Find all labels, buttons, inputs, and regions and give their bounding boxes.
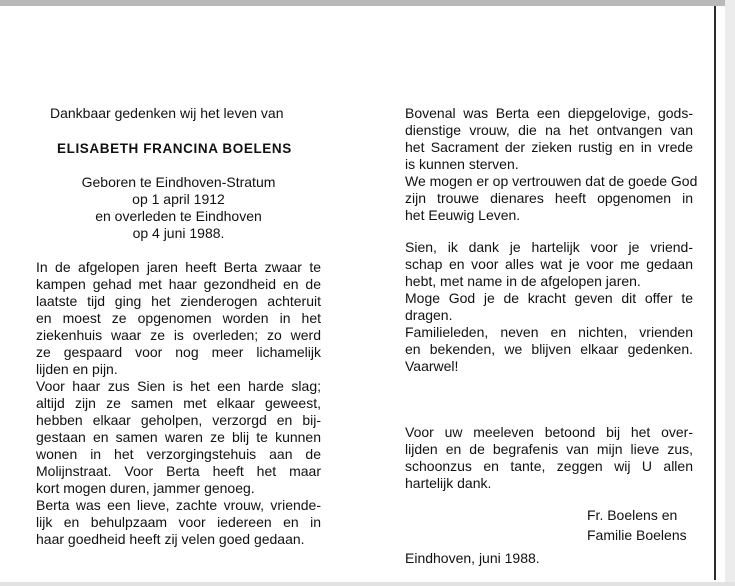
text-line: ziekenhuis waar ze is overleden; zo werd <box>36 327 321 343</box>
text-line: kort mogen duren, jammer genoeg. <box>36 480 255 496</box>
text-line: zijn trouwe dienares heeft opgenomen in <box>405 190 693 206</box>
text-line: Vaarwel! <box>405 358 459 374</box>
text-line: schap en voor alles wat je voor me gedaan <box>405 256 693 272</box>
text-line: het Eeuwig Leven. <box>405 207 521 223</box>
memorial-card <box>16 6 716 580</box>
signature <box>405 505 693 545</box>
text-line: het Sacrament der zieken rustig en in vrede <box>405 139 693 155</box>
text-line: ze gespaard voor nog meer lichamelijk <box>36 344 321 360</box>
text-line: Bovenal was Berta een diepgelovige, gods- <box>405 105 693 121</box>
text-line: lijk en behulpzaam voor iedereen en in <box>36 514 321 530</box>
text-line: We mogen er op vertrouwen dat de goede God <box>405 173 698 189</box>
deceased-name: ELISABETH FRANCINA BOELENS <box>57 141 292 156</box>
text-line: altijd zijn ze samen met elkaar geweest, <box>36 395 321 411</box>
text-line: hebt, met name in de afgelopen jaren. <box>405 273 641 289</box>
text-line: Molijnstraat. Voor Berta heeft het maar <box>36 463 321 479</box>
text-line: Familieleden, neven en nichten, vrienden <box>405 324 693 340</box>
paragraph-sister <box>36 378 321 497</box>
text-line: Sien, ik dank je hartelijk voor je vriend- <box>405 239 693 255</box>
text-line: kampen gehad met haar gezondheid en de <box>36 276 321 292</box>
text-line: dienstige vrouw, die na het ontvangen van <box>405 122 693 138</box>
paragraph-strength <box>405 290 693 324</box>
text-line: hebben elkaar geholpen, verzorgd en bij- <box>36 412 321 428</box>
text-line: haar goedheid heeft zij velen goed gedaan. <box>36 531 305 547</box>
birth-line: Geboren te Eindhoven-Stratum <box>81 174 276 190</box>
birth-line: en overleden te Eindhoven <box>95 208 262 224</box>
text-line: dragen. <box>405 307 453 323</box>
text-line: lijden en pijn. <box>36 361 118 377</box>
paragraph-acknowledgement <box>405 424 693 492</box>
paragraph-faith <box>405 105 693 173</box>
text-line: schoonzus en tante, zeggen wij U allen <box>405 458 693 474</box>
text-line: lijden en de begrafenis van mijn lieve zus, <box>405 441 693 457</box>
text-line: Berta was een lieve, zachte vrouw, vriende- <box>36 497 321 513</box>
left-column <box>36 105 321 548</box>
birth-line: op 4 juni 1988. <box>132 225 225 241</box>
paragraph-character <box>36 497 321 548</box>
birth-line: op 1 april 1912 <box>132 191 225 207</box>
signature-line: Fr. Boelens en <box>587 507 678 523</box>
text-line: Voor haar zus Sien is het een harde slag; <box>36 378 321 394</box>
paragraph-farewell <box>405 324 693 375</box>
text-line: hartelijk dank. <box>405 475 492 491</box>
text-line: Moge God je de kracht geven dit offer te <box>405 290 693 306</box>
place-date: Eindhoven, juni 1988. <box>405 550 540 566</box>
text-line: en bekenden, we blijven elkaar gedenken. <box>405 341 693 357</box>
text-line: gestaan en samen waren ze blij te kunnen <box>36 429 321 445</box>
paragraph-illness <box>36 259 321 378</box>
paragraph-trust <box>405 173 698 224</box>
text-line: en moest ze opgenomen worden in het <box>36 310 321 326</box>
text-line: Voor uw meeleven betoond bij het over- <box>405 424 693 440</box>
signature-line: Familie Boelens <box>587 527 687 543</box>
bottom-border <box>0 582 735 586</box>
text-line: is kunnen sterven. <box>405 156 519 172</box>
right-margin <box>725 0 735 586</box>
text-line: laatste tijd ging het zienderogen achteruit <box>36 293 321 309</box>
right-column <box>405 105 698 567</box>
text-line: In de afgelopen jaren heeft Berta zwaar te <box>36 259 321 275</box>
intro-text: Dankbaar gedenken wij het leven van <box>50 105 284 121</box>
paragraph-thanks-sien <box>405 239 693 290</box>
text-line: wonen in het verzorgingstehuis aan de <box>36 446 321 462</box>
birth-death-details <box>36 174 321 242</box>
